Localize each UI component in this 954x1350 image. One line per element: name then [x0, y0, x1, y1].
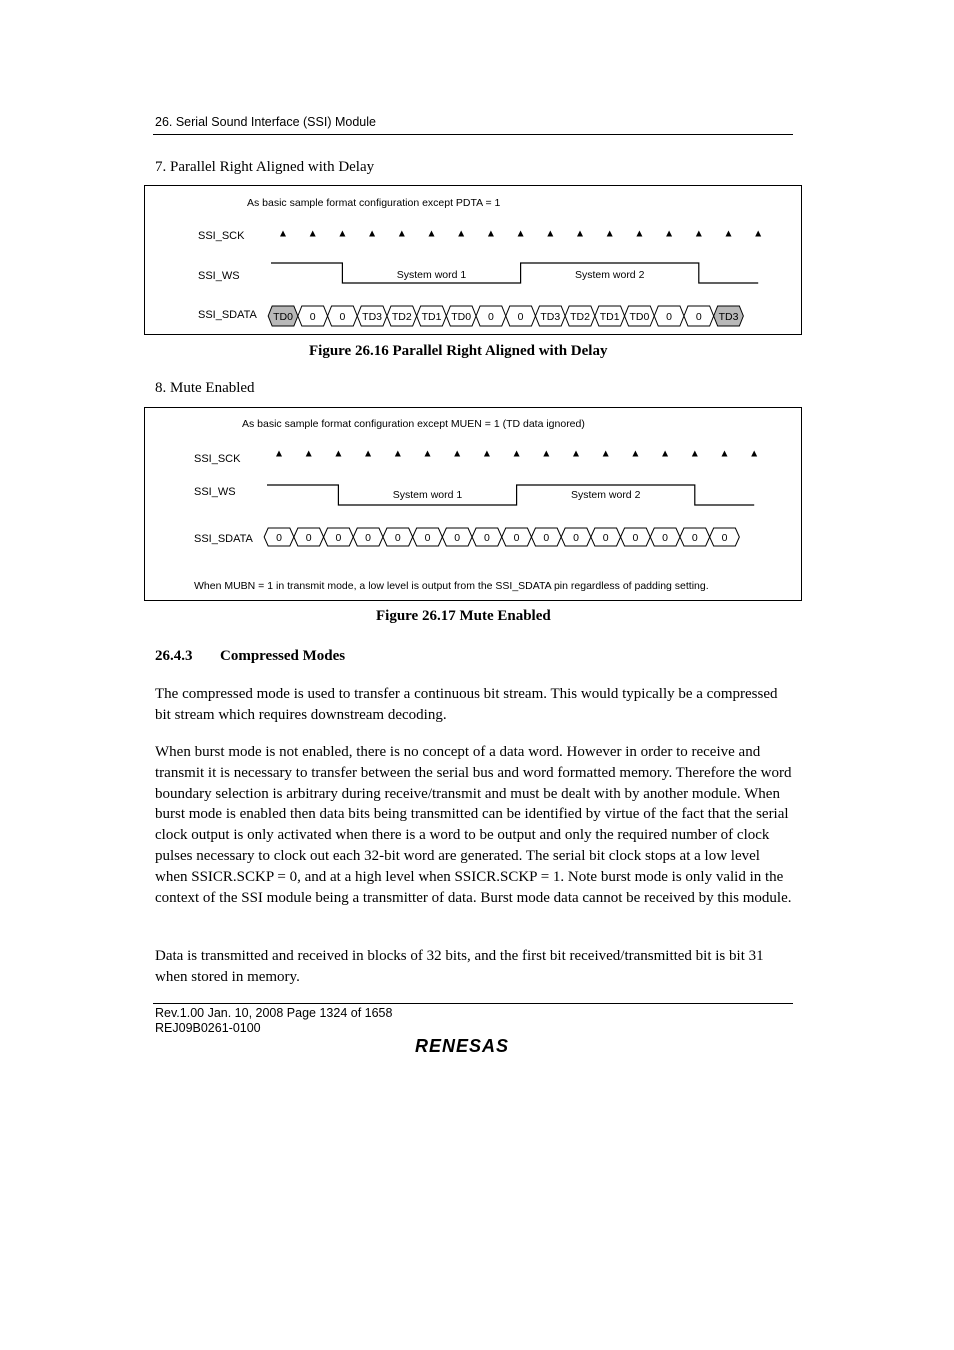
ws-system-word-2: System word 2: [574, 269, 645, 281]
paragraph-1: The compressed mode is used to transfer a continuous bit stream. This would typically be a compressed bit stream which requires downstream decoding.: [155, 686, 778, 723]
ws-system-word-1: System word 1: [396, 269, 467, 281]
sdata-waveform: [268, 306, 743, 326]
rising-edge-arrow: [577, 231, 583, 237]
figure2-note: As basic sample format configuration except MUEN = 1 (TD data ignored): [242, 418, 585, 430]
sdata-cell-label: TD2: [391, 311, 412, 323]
figure-26-17-timing-diagram: [144, 407, 802, 601]
rising-edge-arrow: [696, 231, 702, 237]
sdata-cell-label: 0: [394, 532, 401, 544]
sdata-waveform: [264, 528, 739, 546]
renesas-logo-mark: [413, 1035, 535, 1057]
sdata-cell-label: 0: [573, 532, 579, 544]
rising-edge-arrow: [547, 231, 553, 237]
rising-edge-arrow: [607, 231, 613, 237]
rising-edge-arrow: [726, 231, 732, 237]
sdata-cell-label: 0: [662, 532, 669, 544]
label-ssi-sck: SSI_SCK: [194, 453, 241, 465]
figure-26-17-caption: Figure 26.17 Mute Enabled: [376, 608, 551, 624]
rising-edge-arrow: [543, 451, 549, 457]
sdata-cell-label: 0: [632, 532, 639, 544]
sdata-cell-label: 0: [487, 311, 494, 323]
rising-edge-arrow: [488, 231, 494, 237]
sdata-cell-label: 0: [305, 532, 312, 544]
sdata-cell-label: 0: [309, 311, 316, 323]
figure2-footnote: When MUBN = 1 in transmit mode, a low level is output from the SSI_SDATA pin regardless of padding setting.: [194, 580, 709, 592]
item-title-mute-enabled: 8. Mute Enabled: [155, 380, 255, 396]
sdata-cell-label: 0: [721, 532, 728, 544]
rising-edge-arrow: [369, 231, 375, 237]
sdata-cell-label: TD0: [273, 311, 293, 323]
rising-edge-arrow: [399, 231, 405, 237]
footer-rule: [153, 1003, 793, 1004]
paragraph-2: When burst mode is not enabled, there is no concept of a data word. However in order to receive and transmit it is necessary to transfer between the serial bus and word formatted memory. Therefore the word boundary selection is arbitrary during receive/transmit and must be dealt with by another module. When burst mode is enabled then data bits being transmitted can be identified by virtue of the fact that the serial clock output is only activated when there is a word to be output and only the required number of clock pulses necessary to clock out each 32-bit word are generated. The serial bit clock stops at a low level when SSICR.SCKP = 0, and at a high level when SSICR.SCKP = 1. Note burst mode is only valid in the context of the SSI module being a transmitter of data. Burst mode data cannot be received by this module.: [155, 744, 792, 906]
rising-edge-arrow: [276, 451, 282, 457]
footer-doc-number: REJ09B0261-0100: [155, 1021, 261, 1035]
sdata-cell-label: TD0: [629, 311, 650, 323]
rising-edge-arrow: [365, 451, 371, 457]
rising-edge-arrow: [751, 451, 757, 457]
rising-edge-arrow: [518, 231, 524, 237]
sdata-cell-label: TD3: [540, 311, 561, 323]
figure-26-16-timing-diagram: [144, 185, 802, 335]
ws-trace: [267, 485, 754, 505]
renesas-logo: [413, 1035, 535, 1062]
rising-edge-arrow: [280, 231, 286, 237]
rising-edge-arrow: [755, 231, 761, 237]
rising-edge-arrow: [692, 451, 698, 457]
sdata-cell-label: 0: [454, 532, 461, 544]
label-ssi-ws: SSI_WS: [194, 486, 236, 498]
ws-trace: [271, 263, 758, 283]
rising-edge-arrow: [603, 451, 609, 457]
section-heading: [155, 648, 345, 665]
paragraph-3: Data is transmitted and received in blocks of 32 bits, and the first bit received/transmitted bit is bit 31 when stored in memory.: [155, 948, 764, 985]
rising-edge-arrow: [573, 451, 579, 457]
item-title-parallel-right-aligned: 7. Parallel Right Aligned with Delay: [155, 159, 375, 175]
rising-edge-arrow: [429, 231, 435, 237]
timing-diagram-2: [145, 408, 801, 600]
ws-system-word-2: System word 2: [570, 489, 641, 501]
sdata-cell-label: 0: [339, 311, 346, 323]
sdata-cell-label: 0: [483, 532, 490, 544]
sdata-cell-label: 0: [691, 532, 698, 544]
label-ssi-sdata: SSI_SDATA: [198, 309, 257, 321]
sck-waveform: [267, 451, 757, 465]
sdata-cell-label: 0: [424, 532, 431, 544]
rising-edge-arrow: [632, 451, 638, 457]
rising-edge-arrow: [310, 231, 316, 237]
label-ssi-sdata: SSI_SDATA: [194, 533, 253, 545]
sdata-cell-label: 0: [695, 311, 702, 323]
rising-edge-arrow: [395, 451, 401, 457]
sdata-cell-label: 0: [517, 311, 524, 323]
rising-edge-arrow: [666, 231, 672, 237]
timing-diagram-1: [145, 186, 801, 334]
logo-text: RENESAS: [415, 1036, 510, 1056]
sdata-cell-label: 0: [666, 311, 673, 323]
rising-edge-arrow: [458, 231, 464, 237]
figure1-note: As basic sample format configuration except PDTA = 1: [247, 197, 501, 209]
rising-edge-arrow: [425, 451, 431, 457]
sdata-cell-label: TD1: [599, 311, 620, 323]
sdata-cell-label: TD1: [421, 311, 442, 323]
rising-edge-arrow: [339, 231, 345, 237]
sdata-cell-label: 0: [365, 532, 372, 544]
sdata-cell-label: TD3: [362, 311, 383, 323]
sdata-cell-label: 0: [335, 532, 342, 544]
rising-edge-arrow: [454, 451, 460, 457]
rising-edge-arrow: [662, 451, 668, 457]
header-rule: [153, 134, 793, 135]
rising-edge-arrow: [484, 451, 490, 457]
sdata-cell-label: 0: [276, 532, 282, 544]
section-title: Compressed Modes: [220, 648, 346, 664]
section-number: 26.4.3: [155, 648, 193, 664]
rising-edge-arrow: [722, 451, 728, 457]
label-ssi-sck: SSI_SCK: [198, 230, 245, 242]
ws-system-word-1: System word 1: [392, 489, 463, 501]
sdata-cell-label: TD0: [451, 311, 472, 323]
sdata-cell-label: TD2: [570, 311, 590, 323]
rising-edge-arrow: [335, 451, 341, 457]
ws-waveform: [271, 263, 758, 283]
sck-waveform: [271, 231, 761, 244]
sdata-cell-label: 0: [543, 532, 550, 544]
rising-edge-arrow: [306, 451, 312, 457]
ws-waveform: [267, 485, 754, 505]
running-header: 26. Serial Sound Interface (SSI) Module: [155, 115, 376, 129]
rising-edge-arrow: [514, 451, 520, 457]
sdata-cell-label: TD3: [718, 311, 739, 323]
footer-revision: Rev.1.00 Jan. 10, 2008 Page 1324 of 1658: [155, 1006, 393, 1020]
rising-edge-arrow: [636, 231, 642, 237]
sdata-cell-label: 0: [602, 532, 609, 544]
sdata-cell-label: 0: [513, 532, 520, 544]
figure-26-16-caption: Figure 26.16 Parallel Right Aligned with Delay: [309, 343, 608, 359]
label-ssi-ws: SSI_WS: [198, 270, 240, 282]
